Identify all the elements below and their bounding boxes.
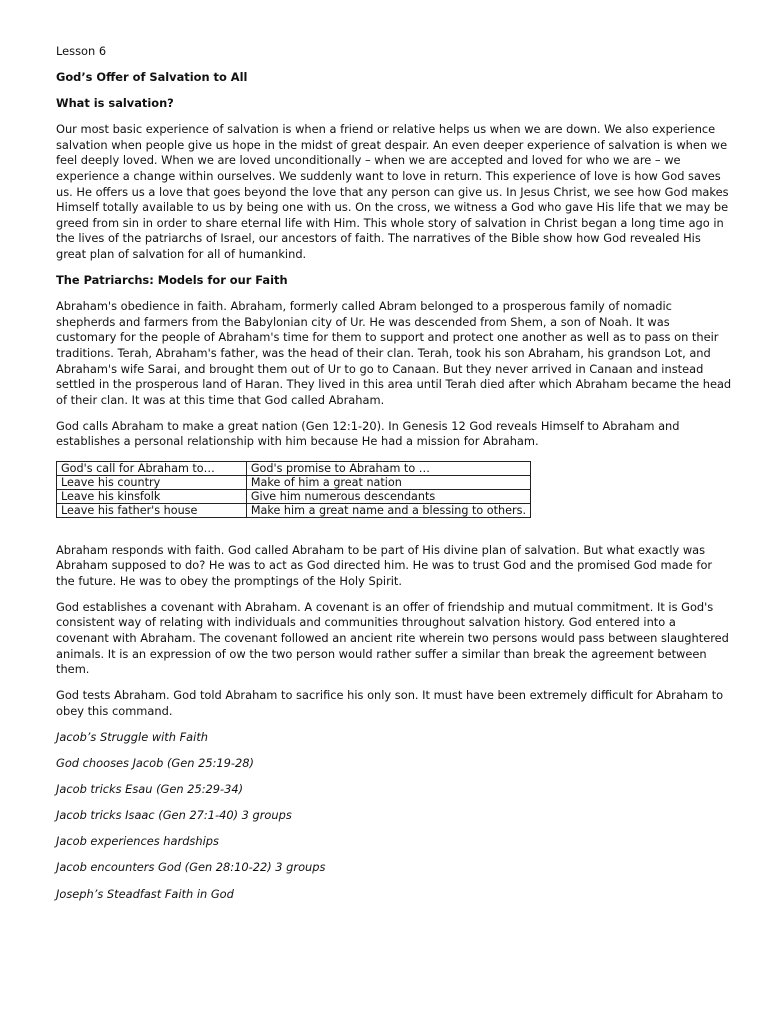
- list-item: Jacob experiences hardships: [56, 834, 219, 849]
- section-heading-salvation: What is salvation?: [56, 96, 174, 111]
- table-row: [57, 475, 531, 489]
- table-row: [57, 503, 531, 517]
- table-cell: Make of him a great nation: [246, 475, 530, 489]
- list-item: Jacob tricks Isaac (Gen 27:1-40) 3 groups: [56, 808, 292, 823]
- list-item: Jacob’s Struggle with Faith: [56, 730, 208, 744]
- paragraph-abraham-responds: Abraham responds with faith. God called Abraham to be part of His divine plan of salvation. But what exactly was Abraham supposed to do? He was to act as God directed him. He was to trust God and the promised God made for the future. He was to obey the promptings of the Holy Spirit.: [56, 542, 713, 588]
- lesson-label: Lesson 6: [56, 44, 107, 58]
- table-row: [57, 489, 531, 503]
- table-cell: Leave his father's house: [57, 503, 247, 517]
- paragraph-god-calls-abraham: God calls Abraham to make a great nation (Gen 12:1-20). In Genesis 12 God reveals Himself to Abraham and establishes a personal relationship with him because He had a mission for Abraham.: [56, 418, 680, 449]
- paragraph-abraham-obedience: Abraham's obedience in faith. Abraham, formerly called Abram belonged to a prosperous family of nomadic shepherds and farmers from the Babylonian city of Ur. He was descended from Shem, a son of Noah. It was customary for the people of Abraham's time for them to support and protect one another as well as to pass on their traditions. Terah, Abraham's father, was the head of their clan. Terah, took his son Abraham, his grandson Lot, and Abraham's wife Sarai, and brought them out of Ur to go to Canaan. But they never arrived in Canaan and instead settled in the prosperous land of Haran. They lived in this area until Terah died after which Abraham became the head of their clan. It was at this time that God called Abraham.: [56, 299, 732, 407]
- list-item: Jacob tricks Esau (Gen 25:29-34): [56, 782, 244, 797]
- section-heading-patriarchs: The Patriarchs: Models for our Faith: [56, 273, 288, 288]
- table-cell: Give him numerous descendants: [246, 489, 530, 503]
- table-cell: Leave his kinsfolk: [57, 489, 247, 503]
- list-item: God chooses Jacob (Gen 25:19-28): [56, 756, 254, 771]
- call-promise-table: [56, 461, 531, 518]
- document-page: [56, 44, 732, 913]
- list-item: Jacob encounters God (Gen 28:10-22) 3 groups: [56, 860, 326, 875]
- paragraph-covenant: God establishes a covenant with Abraham. A covenant is an offer of friendship and mutual commitment. It is God's consistent way of relating with individuals and communities throughout salvation history. God entered into a covenant with Abraham. The covenant followed an ancient rite wherein two persons would pass between slaughtered animals. It is an expression of ow the two person would rather suffer a similar than break the agreement between them.: [56, 599, 729, 677]
- paragraph-salvation: Our most basic experience of salvation is when a friend or relative helps us when we are down. We also experience salvation when people give us hope in the midst of great despair. An even deeper experience of salvation is when we feel deeply loved. When we are loved unconditionally – when we are accepted and loved for who we are – we experience a change within ourselves. We suddenly want to love in return. This experience of love is how God saves us. He offers us a love that goes beyond the love that any person can give us. In Jesus Christ, we see how God makes Himself totally available to us by being one with us. On the cross, we witness a God who gave His life that we may be greed from sin in order to share eternal life with Him. This whole story of salvation in Christ began a long time ago in the lives of the patriarchs of Israel, our ancestors of faith. The narratives of the Bible show how God revealed His great plan of salvation for all of humankind.: [56, 122, 729, 262]
- table-header-row: [57, 461, 531, 475]
- paragraph-god-tests: God tests Abraham. God told Abraham to sacrifice his only son. It must have been extremely difficult for Abraham to obey this command.: [56, 688, 724, 718]
- table-header-cell: God's call for Abraham to…: [57, 461, 247, 475]
- lesson-title: God’s Offer of Salvation to All: [56, 70, 248, 85]
- table-cell: Leave his country: [57, 475, 247, 489]
- table-cell: Make him a great name and a blessing to others.: [246, 503, 530, 517]
- list-item: Joseph’s Steadfast Faith in God: [56, 886, 234, 901]
- table-header-cell: God's promise to Abraham to …: [246, 461, 530, 475]
